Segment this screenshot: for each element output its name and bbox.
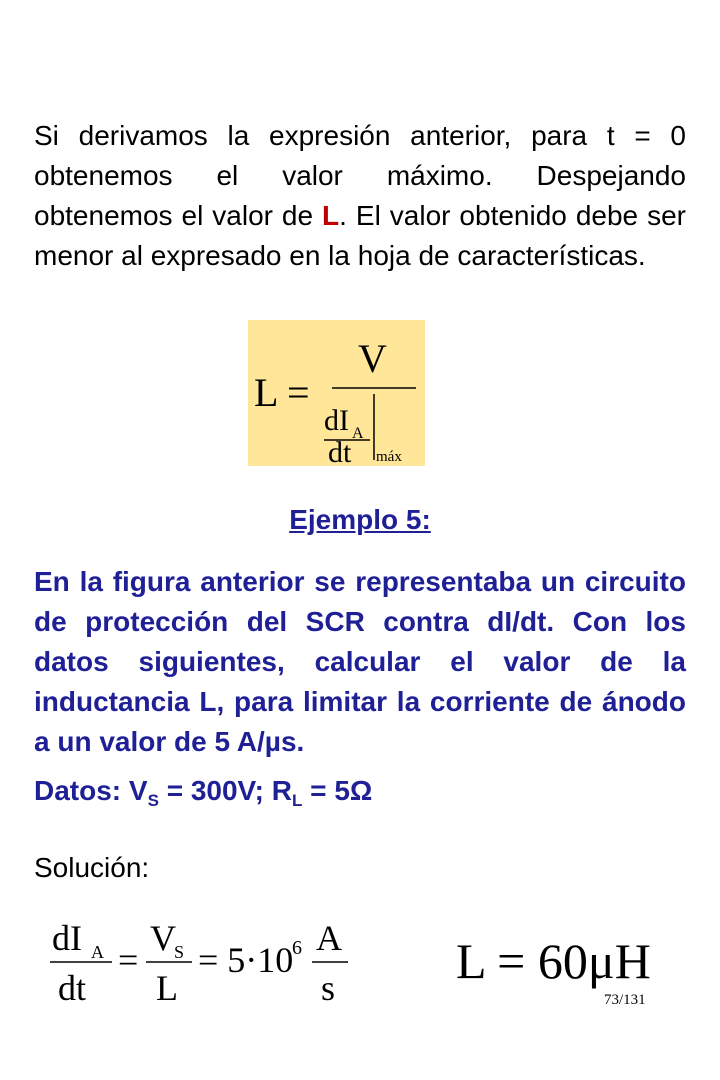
page-number: 73/131 [604,992,646,1008]
solution-result [452,922,652,992]
sol-exponent: 6 [292,937,302,959]
datos-vs-sub: S [147,791,159,810]
datos-label: Datos: V [34,775,148,806]
sol-sub-S: S [174,942,185,962]
sol-unit-s: s [321,968,336,1008]
solution-formula [40,908,360,1008]
formula-eval-sub: máx [376,449,402,465]
sol-V: V [150,918,176,958]
sol-eq2: = 5·10 [198,940,294,980]
example-heading: Ejemplo 5: [289,504,431,535]
formula-dI: dI [324,404,349,437]
sol-result: L = 60μH [456,933,651,989]
formula-sub-A: A [352,425,364,442]
formula-box [248,320,425,466]
intro-text-end: . El valor obtenido debe ser menor al expresado en la hoja de características. [34,200,686,271]
sol-unit-A: A [316,918,342,958]
formula-inductance [248,320,425,466]
intro-text-start: Si derivamos la expresión anterior, para t = 0 obtenemos el valor máximo. Despejando obtenemos el valor de [34,120,686,231]
sol-eq1: = [118,940,139,980]
sol-dt: dt [58,968,87,1008]
formula-dt: dt [328,436,352,466]
datos-line [34,775,372,811]
datos-rl-value: = 5Ω [302,775,373,806]
datos-vs-value: = 300V; R [158,775,293,806]
sol-sub-A: A [91,942,104,962]
formula-lhs: L = [254,370,310,415]
example-paragraph: En la figura anterior se representaba un circuito de protección del SCR contra dI/dt. Con los datos siguientes, calcular el valor de la inductancia L, para limitar la corriente de ánodo a un valor de 5 A/µs. [34,566,686,757]
datos-rl-sub: L [292,791,303,810]
sol-L: L [156,968,178,1008]
intro-highlight-L: L [322,200,340,231]
intro-paragraph [34,116,686,276]
formula-numerator: V [358,336,387,381]
sol-dI: dI [52,918,82,958]
solution-label: Solución: [34,852,150,883]
